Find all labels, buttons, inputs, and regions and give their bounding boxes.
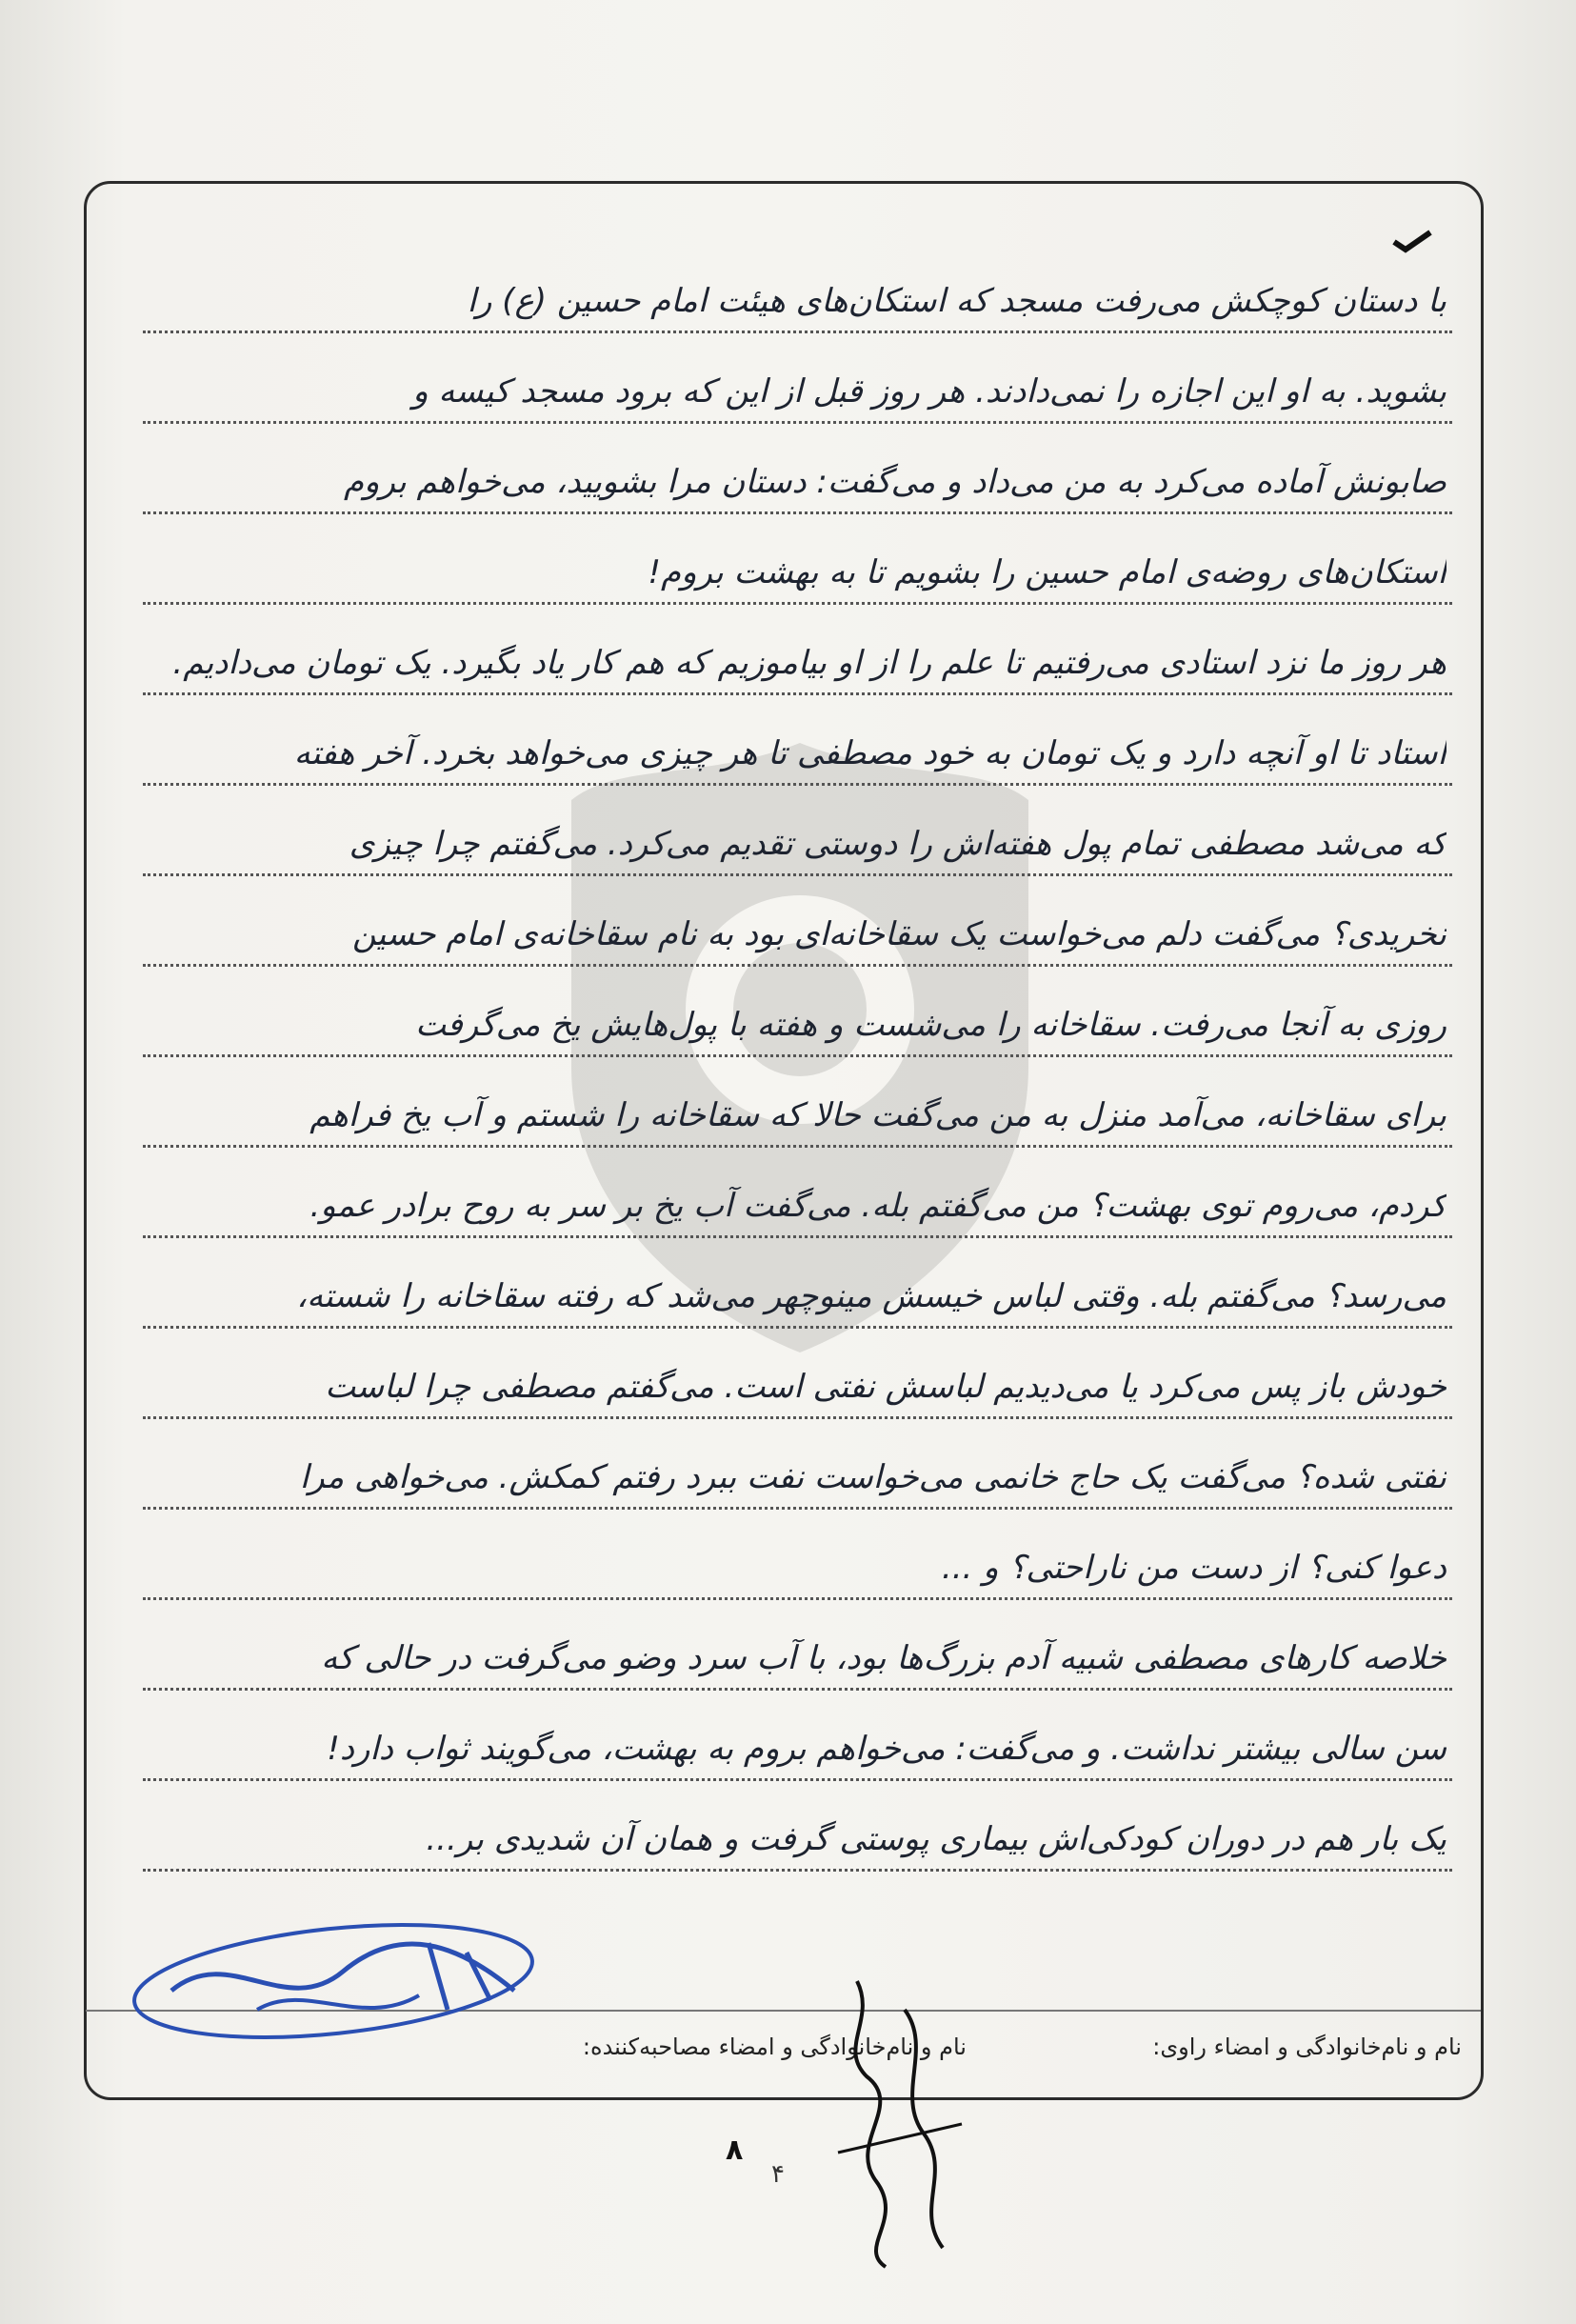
- line-text: می‌رسد؟ می‌گفتم بله. وقتی لباس خیسش مینوچهر می‌شد که رفته سقاخانه را شسته،: [296, 1277, 1446, 1315]
- text-line: [143, 1414, 1452, 1510]
- line-text: کردم، می‌روم توی بهشت؟ من می‌گفتم بله. می‌گفت آب یخ بر سر به روح برادر عمو.: [309, 1187, 1446, 1225]
- line-text: نفتی شده؟ می‌گفت یک حاج خانمی می‌خواست نفت ببرد رفتم کمکش. می‌خواهی مرا: [299, 1458, 1446, 1496]
- blue-signature: [114, 1905, 609, 2067]
- line-text: سن سالی بیشتر نداشت. و می‌گفت: می‌خواهم بروم به بهشت، می‌گویند ثواب دارد!: [327, 1730, 1446, 1768]
- text-line: [143, 691, 1452, 786]
- text-line: [143, 781, 1452, 876]
- line-text: استکان‌های روضه‌ی امام حسین را بشویم تا به بهشت بروم!: [648, 553, 1446, 591]
- line-text: که می‌شد مصطفی تمام پول هفته‌اش را دوستی تقدیم می‌کرد. می‌گفتم چرا چیزی: [349, 825, 1446, 863]
- text-line: [143, 1776, 1452, 1872]
- text-line: [143, 872, 1452, 967]
- text-line: [143, 600, 1452, 695]
- text-line: [143, 419, 1452, 514]
- line-text: یک بار هم در دوران کودکی‌اش بیماری پوستی گرفت و همان آن شدیدی بر...: [426, 1820, 1446, 1858]
- text-line: [143, 1595, 1452, 1691]
- text-line: [143, 1505, 1452, 1600]
- text-line: [143, 1233, 1452, 1329]
- text-line: [143, 1686, 1452, 1781]
- text-line: [143, 329, 1452, 424]
- line-text: دعوا کنی؟ از دست من ناراحتی؟ و ...: [941, 1549, 1446, 1587]
- text-line: [143, 1143, 1452, 1238]
- line-text: بشوید. به او این اجازه را نمی‌دادند. هر روز قبل از این که برود مسجد کیسه و: [412, 372, 1446, 411]
- text-line: [143, 1052, 1452, 1148]
- text-line: [143, 238, 1452, 333]
- page-number: ۴: [771, 2160, 785, 2189]
- line-text: خودش باز پس می‌کرد یا می‌دیدیم لباسش نفتی است. می‌گفتم مصطفی چرا لباست: [325, 1368, 1446, 1406]
- line-text: استاد تا او آنچه دارد و یک تومان به خود مصطفی تا هر چیزی می‌خواهد بخرد. آخر هفته: [293, 734, 1446, 772]
- text-line: [143, 1324, 1452, 1419]
- line-text: خلاصه کارهای مصطفی شبیه آدم بزرگ‌ها بود، با آب سرد وضو می‌گرفت در حالی که: [321, 1639, 1446, 1677]
- text-line: [143, 962, 1452, 1057]
- line-text: نخریدی؟ می‌گفت دلم می‌خواست یک سقاخانه‌ای بود به نام سقاخانه‌ی امام حسین: [351, 915, 1446, 953]
- line-text: با دستان کوچکش می‌رفت مسجد که استکان‌های هیئت امام حسین (ع) را: [467, 282, 1446, 320]
- interviewer-signature-label: نام و نام‌خانوادگی و امضاء مصاحبه‌کننده:: [582, 2034, 967, 2060]
- margin-mark: ۸: [726, 2134, 744, 2167]
- pen-signature: [819, 1962, 990, 2276]
- narrator-signature-label: نام و نام‌خانوادگی و امضاء راوی:: [1152, 2034, 1462, 2060]
- line-text: برای سقاخانه، می‌آمد منزل به من می‌گفت حالا که سقاخانه را شستم و آب یخ فراهم: [309, 1096, 1446, 1134]
- text-line: [143, 510, 1452, 605]
- line-text: هر روز ما نزد استادی می‌رفتیم تا علم را از او بیاموزیم که هم کار یاد بگیرد. یک تومان می‌دادیم.: [172, 644, 1446, 682]
- line-text: صابونش آماده می‌کرد به من می‌داد و می‌گفت: دستان مرا بشویید، می‌خواهم بروم: [344, 463, 1446, 501]
- line-text: روزی به آنجا می‌رفت. سقاخانه را می‌شست و هفته با پول‌هایش یخ می‌گرفت: [415, 1006, 1446, 1044]
